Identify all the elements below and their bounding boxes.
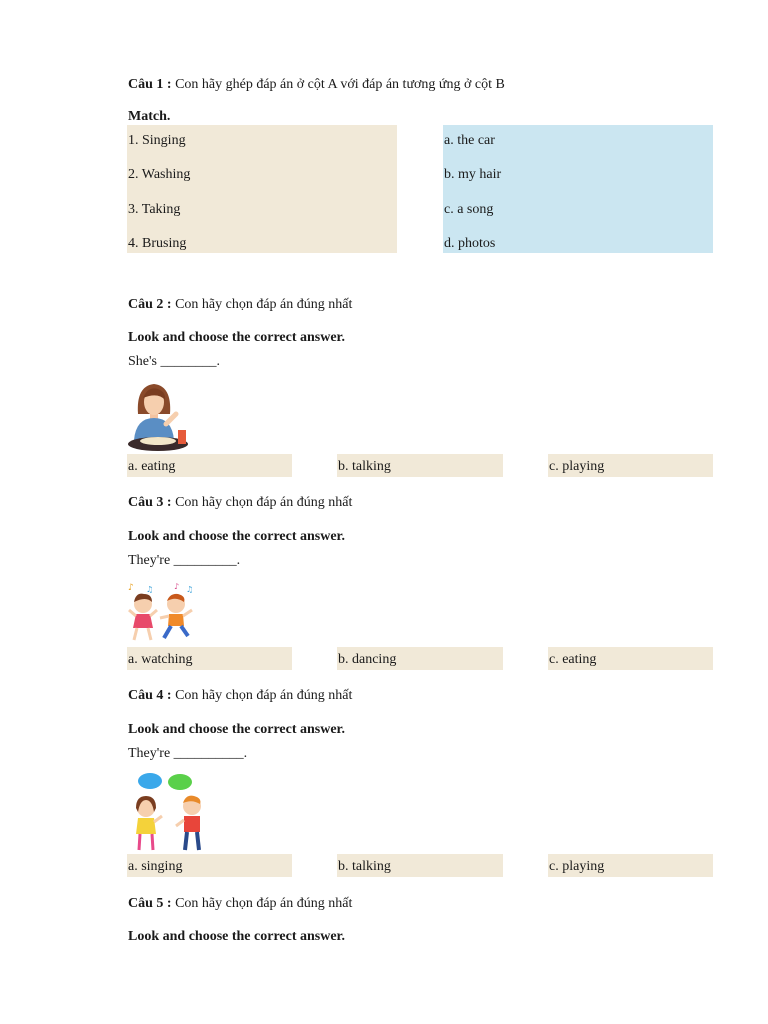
q3-instruction: Look and choose the correct answer. — [128, 529, 345, 544]
q4-option-b[interactable] — [337, 854, 503, 877]
q4-option-c[interactable] — [548, 854, 713, 877]
q3-option-label: b. dancing — [338, 652, 397, 667]
q2-option-c[interactable] — [548, 454, 713, 477]
q3-option-label: a. watching — [128, 652, 193, 667]
q2-option-b[interactable] — [337, 454, 503, 477]
column-b-item[interactable]: b. my hair — [444, 167, 502, 182]
q5-instruction: Look and choose the correct answer. — [128, 929, 345, 944]
q3-heading — [128, 495, 352, 511]
q2-option-label: b. talking — [338, 459, 391, 474]
q3-option-b[interactable] — [337, 647, 503, 670]
q2-option-label: a. eating — [128, 459, 176, 474]
q2-instruction: Look and choose the correct answer. — [128, 330, 345, 345]
q3-option-a[interactable] — [127, 647, 292, 670]
q2-option-label: c. playing — [549, 459, 605, 474]
girl-eating-icon — [128, 380, 194, 454]
q3-text: Con hãy chọn đáp án đúng nhất — [175, 495, 353, 510]
q4-option-label: b. talking — [338, 859, 391, 874]
q4-instruction: Look and choose the correct answer. — [128, 722, 345, 737]
q2-label: Câu 2 : — [128, 297, 172, 312]
column-a-item[interactable]: 4. Brusing — [128, 236, 187, 251]
q4-option-label: c. playing — [549, 859, 605, 874]
column-b-item[interactable]: c. a song — [444, 202, 494, 217]
match-column-b — [443, 125, 713, 253]
q5-heading — [128, 896, 352, 912]
column-b-item[interactable]: d. photos — [444, 236, 496, 251]
q5-text: Con hãy chọn đáp án đúng nhất — [175, 896, 353, 911]
q4-heading — [128, 688, 352, 704]
q1-instruction: Match. — [128, 109, 171, 124]
match-column-a — [127, 125, 397, 253]
column-a-item[interactable]: 3. Taking — [128, 202, 181, 217]
q2-option-a[interactable] — [127, 454, 292, 477]
q3-prompt: They're _________. — [128, 553, 241, 568]
q4-option-a[interactable] — [127, 854, 292, 877]
column-a-item[interactable]: 2. Washing — [128, 167, 191, 182]
q3-option-c[interactable] — [548, 647, 713, 670]
q5-label: Câu 5 : — [128, 896, 172, 911]
column-b-item[interactable]: a. the car — [444, 133, 495, 148]
q1-heading — [128, 77, 505, 93]
kids-dancing-icon — [126, 580, 196, 644]
svg-text:♫: ♫ — [186, 585, 194, 594]
q1-label: Câu 1 : — [128, 77, 172, 92]
q3-option-label: c. eating — [549, 652, 597, 667]
q2-heading — [128, 297, 352, 313]
q2-text: Con hãy chọn đáp án đúng nhất — [175, 297, 353, 312]
q4-text: Con hãy chọn đáp án đúng nhất — [175, 688, 353, 703]
column-a-item[interactable]: 1. Singing — [128, 133, 186, 148]
q4-option-label: a. singing — [128, 859, 183, 874]
svg-text:♪: ♪ — [174, 582, 180, 591]
q2-prompt: She's ________. — [128, 354, 220, 369]
q4-label: Câu 4 : — [128, 688, 172, 703]
svg-text:♫: ♫ — [146, 585, 154, 594]
q4-prompt: They're __________. — [128, 746, 248, 761]
q1-text: Con hãy ghép đáp án ở cột A với đáp án tương ứng ở cột B — [175, 77, 505, 92]
q3-label: Câu 3 : — [128, 495, 172, 510]
kids-talking-icon — [128, 772, 210, 852]
svg-text:♪: ♪ — [128, 583, 134, 593]
